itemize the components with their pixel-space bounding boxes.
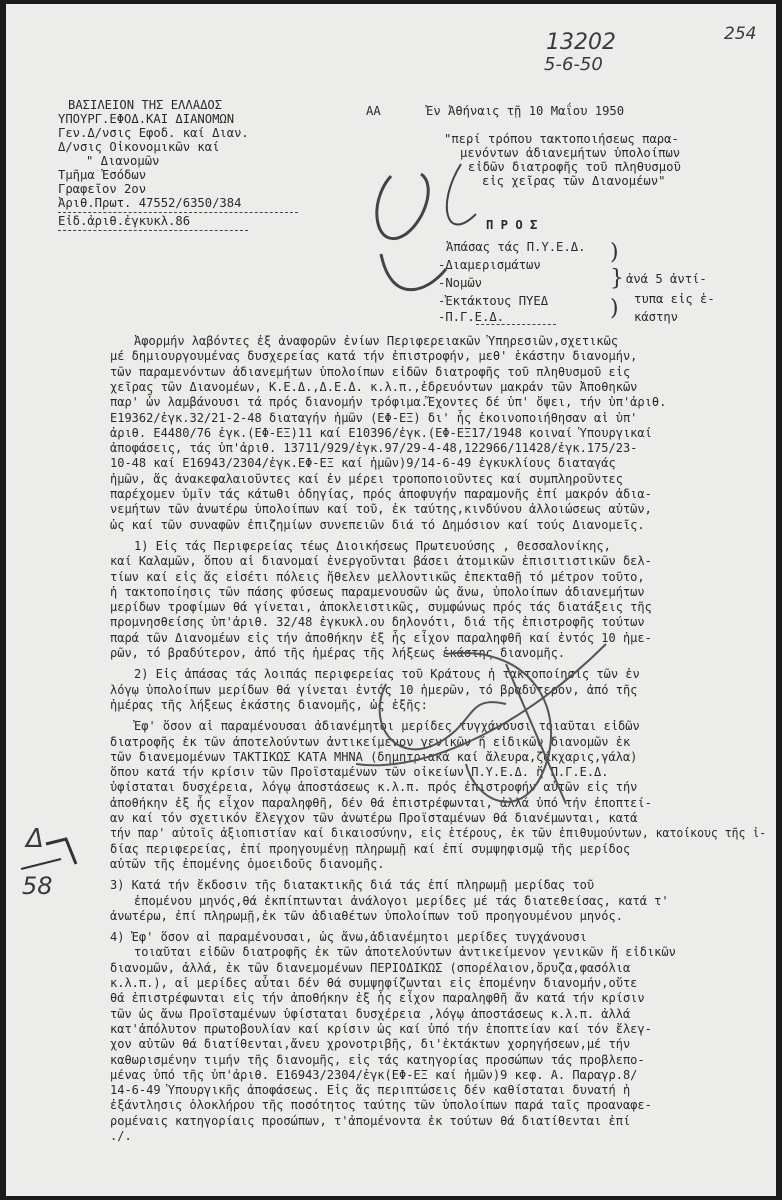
body-line: προμνησθείσης ὑπ'ἀριθ. 32/48 ἐγκυκλ.ου δηλονότι, διά τῆς ἐπιστροφῆς τούτων [110,615,645,630]
body-line: καί Καλαμῶν, ὅπου αἱ διανομαί ἐνεργοῦνται βάσει ἀτομικῶν ἐπισιτιστικῶν δελ- [110,554,652,569]
margin-note: 58 [22,872,53,900]
brace: ) [610,296,619,321]
body-line: παρέχομεν ὑμῖν τάς κάτωθι ὁδηγίας, πρός ἀποφυγήν παραμονῆς ἐπί μακρόν ἀδια- [110,487,652,501]
aa-mark: ΑΑ [366,104,381,118]
body-line: χεῖρας τῶν Διανομέων, Κ.Ε.Δ.,Δ.Ε.Δ. κ.λ.π.,ἐδρευόντων μακράν τῶν Ἀποθηκῶν [110,379,638,394]
body-line: νεμήτων τῶν ἀνωτέρω ὑπολοίπων καί τοῦ, ἐκ ταύτης,κινδύνου ἀλλοιώσεως αὐτῶν, [110,502,652,517]
body-line: θά ἐπιστρέφωνται εἰς τήν ἀποθήκην ἐξ ἧς εἶχον παραληφθῆ ἄν κατά τήν κρίσιν [110,991,645,1006]
body-line: ./. [110,1129,132,1143]
header-line: ΒΑΣΙΛΕΙΟΝ ΤΗΣ ΕΛΛΑΔΟΣ [68,98,223,112]
body-line: μέ δημιουργουμένας δυσχερείας κατά τήν ἐπιστροφήν, μεθ' ἑκάστην διανομήν, [110,349,638,364]
protocol-date: 5-6-50 [544,54,603,75]
body-line: μερίδων τροφίμων θά γίνεται, ἀποκλειστικῶς, συμφώνως πρός τάς διατάξεις τῆς [110,600,652,615]
body-line: ὅπου κατά τήν κρίσιν τῶν Προϊσταμένων τῶν οἰκείων Π.Υ.Ε.Δ. ἤ Π.Γ.Ε.Δ. [110,765,609,780]
body-line: λόγῳ ὑπολοίπων μερίδων θά γίνεται ἐντός 10 ἡμερῶν, τό βραδύτερον, ἀπό τῆς [110,682,638,697]
body-line: Ἀφορμήν λαβόντες ἐξ ἀναφορῶν ἐνίων Περιφερειακῶν Ὑπηρεσιῶν,σχετικῶς [134,334,619,348]
margin-note: Δ [26,824,44,854]
body-line: 1) Εἰς τάς Περιφερείας τέως Διοικήσεως Πρωτευούσης , Θεσσαλονίκης, [134,538,611,553]
brace: ) [610,240,619,265]
body-line: διατροφῆς ἐκ τῶν ἀποτελούντων ἀντικείμενον γενικῶν ἤ εἰδικῶν διανομῶν ἐκ [110,734,631,749]
pros-heading: Π Ρ Ο Σ [486,218,538,232]
body-line: ἡμῶν, ἅς ἀνακεφαλαιοῦντες καί ἐν μέρει τροποποιοῦντες καί συμπληροῦντες [110,471,623,486]
body-line: καθωρισμένην τιμήν τῆς διανομῆς, εἰς τάς κατηγορίας προσώπων τάς προβλεπο- [110,1052,645,1067]
body-line: τῶν παραμενόντων ἀδιανεμήτων ὑπολοίπων εἰδῶν διατροφῆς τοῦ πληθυσμοῦ εἰς [110,364,631,379]
body-line: τήν παρ' αὐτοῖς ἀξιοπιστίαν καί δικαιοσύνην, εἰς ἑτέρους, ἐκ τῶν ἐπιθυμούντων, κατοίκους τῆς ἰ- [110,826,767,841]
body-line: παρ' ὧν λαμβάνουσι τά πρός διανομήν τρόφιμα.Ἔχοντες δέ ὑπ' ὄψει, τήν ὑπ'ἀριθ. [110,395,667,410]
circular-ref: Εἰδ.ἀριθ.ἐγκυκλ.86 [58,214,191,228]
body-line: ἀριθ. Ε4480/76 ἐγκ.(ΕΦ-ΕΞ)11 καί Ε10396/ἐγκ.(ΕΦ-ΕΞ17/1948 κοιναί Ὑπουργικαί [110,425,652,440]
body-line: κατ'ἀπόλυτον πρωτοβουλίαν καί κρίσιν ὡς καί ὑπό τήν ἐποπτείαν καί τόν ἔλεγ- [110,1021,652,1036]
copies-note: ἀνά 5 ἀντί- [626,272,707,286]
place-date: Ἐν Ἀθήναις τῇ 10 Μαΐου 1950 [426,104,625,118]
scribble-mark [381,254,446,290]
subject-line: "περί τρόπου τακτοποιήσεως παρα- [444,132,679,146]
body-line: παρά τῶν Διανομέων εἰς τήν ἀποθήκην ἐξ ἧς εἶχον παραληφθῆ καί ἐντός 10 ἡμε- [110,630,652,645]
divider [58,212,298,213]
body-line: τῶν ὡς ἄνω Προϊσταμένων ὑφίσταται δυσχέρεια ,λόγῳ ἀποστάσεως κ.λ.π. ἀλλά [110,1006,631,1021]
body-line: ἀνωτέρω, ἐπί πληρωμῇ,ἐκ τῶν ἀδιαθέτων ὑπολοίπων τοῦ προηγουμένου μηνός. [110,908,623,923]
body-line: ρομέναις κατηγορίαις προσώπων, τ'ἀπομένοντα ἐκ τούτων θά διατίθενται ἐπί [110,1113,631,1128]
subject-line: εἰς χεῖρας τῶν Διανομέων" [482,174,666,188]
body-line: τῶν διανεμομένων ΤΑΚΤΙΚΩΣ ΚΑΤΑ ΜΗΝΑ (δημητριακά καί ἄλευρα,ζάκχαρις,γάλα) [110,749,638,764]
recipient: -Διαμερισμάτων [438,258,541,272]
header-line: Γεν.Δ/νσις Εφοδ. καί Διαν. [58,126,249,140]
recipient: -Ἐκτάκτους ΠΥΕΔ [438,294,549,308]
copies-note: τυπα εἰς ἑ- [634,292,715,306]
body-line: ἡμέρας τῆς λήξεως ἑκάστης διανομῆς, ὡς ἑξῆς: [110,697,428,712]
body-line: ὑφίσταται δυσχέρεια, λόγῳ ἀποστάσεως κ.λ.π. πρός ἐπιστροφήν αὐτῶν εἰς τήν [110,780,638,795]
body-line: χον αὐτῶν θά διατίθενται,ἄνευ χρονοτριβῆς, δι'ἐκτάκτων χορηγήσεων,μέ τήν [110,1037,631,1052]
body-line: 10-48 καί Ε16943/2304/ἐγκ.ΕΦ-ΕΞ καί ἡμῶν)9/14-6-49 ἐγκυκλίους διαταγάς [110,456,616,471]
header-line: Γραφεῖον 2ον [58,182,147,196]
page-number: 254 [724,24,757,44]
body-line: ὡς καί τῶν συναφῶν ἐπιζημίων συνεπειῶν διά τό Δημόσιον καί τούς Διανομεῖς. [110,517,645,532]
copies-note: κάστην [634,310,679,324]
protocol-number: 13202 [546,30,616,55]
body-line: 14-6-49 Ὑπουργικῆς ἀποφάσεως. Εἰς ἅς περιπτώσεις δέν καθίσταται δυνατή ἡ [110,1083,631,1098]
body-line: αν καί τόν σχετικόν ἔλεγχον τῶν ἀνωτέρω Προϊσταμένων θά διανέμωνται, κατά [110,811,638,825]
body-line: ἡ τακτοποίησις τῶν πάσης φύσεως παραμενουσῶν ὡς ἄνω, ὑπολοίπων ἀδιανεμήτων [110,584,645,599]
header-line: Δ/νσις Οἰκονομικῶν καί [58,140,220,154]
document-page [6,4,776,1196]
subject-line: μενόντων ἀδιανεμήτων ὑπολοίπων [460,146,681,160]
body-line: αὐτῶν τῆς ἐπομένης ὁμοειδοῦς διανομῆς. [110,856,385,871]
recipient: -Νομῶν [438,276,483,290]
divider [58,230,248,231]
body-line: ἐξάντλησις ὁλοκλήρου τῆς ποσότητος ταύτης τῶν ὑπολοίπων παρά ταῖς προαναφε- [110,1098,652,1113]
scribble-mark [21,859,61,869]
body-line: κ.λ.π.), αἱ μερίδες αὗται δέν θά συμψηφίζωνται εἰς ἑπομένην διανομήν,οὔτε [110,976,638,990]
body-line: ἀποθήκην ἐξ ἧς εἶχον παραληφθῆ, δέν θά ἐπιστρέφωνται, ἀλλά ὑπό τήν ἐποπτεί- [110,795,652,810]
header-line: ΥΠΟΥΡΓ.ΕΦΟΔ.ΚΑΙ ΔΙΑΝΟΜΩΝ [58,112,235,126]
body-line: μένας ὑπό τῆς ὑπ'ἀριθ. Ε16943/2304/ἐγκ(ΕΦ-ΕΞ καί ἡμῶν)9 κεφ. Α. Παραγρ.8/ [110,1067,638,1082]
recipient: Ἁπάσας τάς Π.Υ.Ε.Δ. [446,240,586,254]
scribble-mark [46,839,76,864]
body-line: ἑπομένου μηνός,θά ἐκπίπτωνται ἀνάλογοι μερίδες μέ τάς διατεθείσας, κατά τ' [134,893,669,908]
body-line: ἀποφάσεις, τάς ὑπ'ἀριθ. 13711/929/ἐγκ.97/29-4-48,122966/11428/ἐγκ.175/23- [110,441,638,456]
body-line: δίας περιφερείας, ἐπί προηγουμένῃ πληρωμῇ καί ἐπί συμψηφισμῷ τῆς μερίδος [110,841,631,856]
body-line: 2) Εἰς ἁπάσας τάς λοιπάς περιφερείας τοῦ Κράτους ἡ τακτοποίησις τῶν ἐν [134,667,640,682]
divider [476,324,556,325]
body-line: Ε19362/ἐγκ.32/21-2-48 διαταγήν ἡμῶν (ΕΦ-ΕΞ) δι' ἧς ἐκοινοποιήθησαν αἱ ὑπ' [110,410,638,425]
protocol-ref: Ἀριθ.Πρωτ. 47552/6350/384 [58,196,242,210]
body-line: ρῶν, τό βραδύτερον, ἀπό τῆς ἡμέρας τῆς λήξεως ἑκάστης διανομῆς. [110,646,566,660]
body-line: 4) Ἐφ' ὅσον αἱ παραμένουσαι, ὡς ἄνω,ἀδιανέμητοι μερίδες τυγχάνουσι [110,930,587,945]
body-line: 3) Κατά τήν ἔκδοσιν τῆς διατακτικῆς διά τάς ἐπί πληρωμῇ μερίδας τοῦ [110,878,595,893]
header-line: " Διανομῶν [86,154,160,168]
body-line: τοιαῦται εἰδῶν διατροφῆς ἐκ τῶν ἀποτελούντων ἀντικείμενον γενικῶν ἤ εἰδικῶν [134,945,676,960]
subject-line: εἰδῶν διατροφῆς τοῦ πληθυσμοῦ [468,160,681,174]
body-line: Ἐφ' ὅσον αἱ παραμένουσαι ἀδιανέμητοι μερίδες τυγχάνουσι τοιαῦται εἰδῶν [134,719,640,734]
recipient: -Π.Γ.Ε.Δ. [438,310,505,324]
scribble-mark [377,174,428,239]
header-line: Τμῆμα Ἐσόδων [58,168,147,182]
body-line: διανομῶν, ἀλλά, ἐκ τῶν διανεμομένων ΠΕΡΙΟΔΙΚΩΣ (σπορέλαιον,ὄρυζα,φασόλια [110,960,631,975]
brace: } [610,266,624,291]
body-line: τίων καί εἰς ἅς εἰσέτι πόλεις ἤθελεν μελλοντικῶς ἐπεκταθῇ τό μέτρον τοῦτο, [110,569,645,584]
